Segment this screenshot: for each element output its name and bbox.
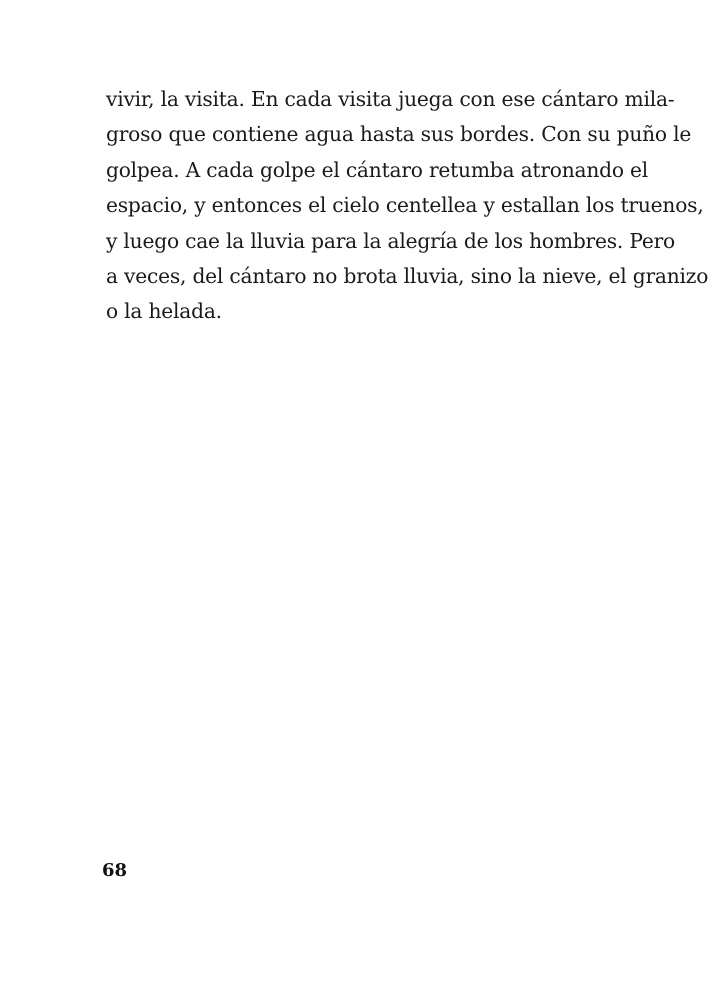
body-text bbox=[106, 82, 709, 330]
text-line: o la helada. bbox=[106, 299, 222, 324]
text-line: groso que contiene agua hasta sus bordes. Con su puño le bbox=[106, 122, 692, 147]
text-line: golpea. A cada golpe el cántaro retumba atronando el bbox=[106, 157, 649, 182]
page-number: 68 bbox=[102, 860, 128, 881]
text-line: y luego cae la lluvia para la alegría de los hombres. Pero bbox=[106, 228, 675, 253]
text-line: espacio, y entonces el cielo centellea y estallan los truenos, bbox=[106, 193, 704, 218]
text-line: vivir, la visita. En cada visita juega con ese cántaro mila- bbox=[106, 87, 675, 111]
text-line: a veces, del cántaro no brota lluvia, sino la nieve, el granizo bbox=[106, 263, 709, 288]
